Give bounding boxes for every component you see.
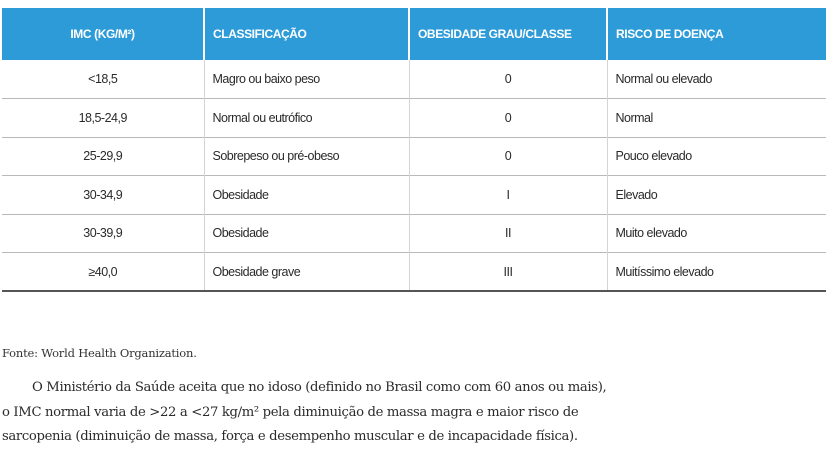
cell-grau: 0	[409, 60, 607, 99]
cell-imc: <18,5	[88, 72, 118, 86]
bmi-table-container	[2, 8, 826, 292]
cell-classificacao: Sobrepeso ou pré-obeso	[204, 137, 409, 176]
cell-classificacao: Obesidade	[204, 214, 409, 253]
cell-imc: 18,5-24,9	[78, 110, 127, 125]
table-header-row	[2, 8, 826, 60]
header-risco-doenca: RISCO DE DOENÇA	[607, 8, 826, 60]
cell-grau: 0	[409, 137, 607, 176]
table-row	[2, 253, 826, 292]
cell-risco: Normal	[607, 99, 826, 138]
cell-grau: I	[409, 176, 607, 215]
table-row	[2, 176, 826, 215]
table-row	[2, 99, 826, 138]
table-row	[2, 214, 826, 253]
cell-grau: II	[409, 214, 607, 253]
cell-risco: Muitíssimo elevado	[607, 253, 826, 292]
paragraph-line: O Ministério da Saúde aceita que no idoso (definido no Brasil como com 60 anos ou mais),	[32, 380, 607, 395]
cell-risco: Normal ou elevado	[607, 60, 826, 99]
header-classificacao: CLASSIFICAÇÃO	[204, 8, 409, 60]
cell-grau: III	[409, 253, 607, 292]
cell-classificacao: Magro ou baixo peso	[204, 60, 409, 99]
cell-classificacao: Obesidade grave	[204, 253, 409, 292]
table-row	[2, 137, 826, 176]
table-source-note: Fonte: World Health Organization.	[2, 346, 197, 360]
paragraph-line: sarcopenia (diminuição de massa, força e desempenho muscular e de incapacidade física).	[2, 429, 578, 444]
cell-imc: ≥40,0	[88, 264, 118, 279]
cell-imc: 25-29,9	[83, 149, 123, 164]
paragraph-line: o IMC normal varia de >22 a <27 kg/m² pela diminuição de massa magra e maior risco de	[2, 404, 579, 420]
header-obesidade-grau: OBESIDADE GRAU/CLASSE	[409, 8, 607, 60]
cell-risco: Muito elevado	[607, 214, 826, 253]
cell-imc: 30-39,9	[83, 226, 123, 241]
header-imc: IMC (KG/M²)	[2, 8, 204, 60]
table-row	[2, 60, 826, 99]
cell-classificacao: Obesidade	[204, 176, 409, 215]
body-paragraph	[2, 376, 824, 450]
bmi-classification-table	[2, 8, 826, 292]
cell-imc: 30-34,9	[83, 187, 123, 202]
cell-risco: Elevado	[607, 176, 826, 215]
cell-risco: Pouco elevado	[607, 137, 826, 176]
cell-grau: 0	[409, 99, 607, 138]
cell-classificacao: Normal ou eutrófico	[204, 99, 409, 138]
